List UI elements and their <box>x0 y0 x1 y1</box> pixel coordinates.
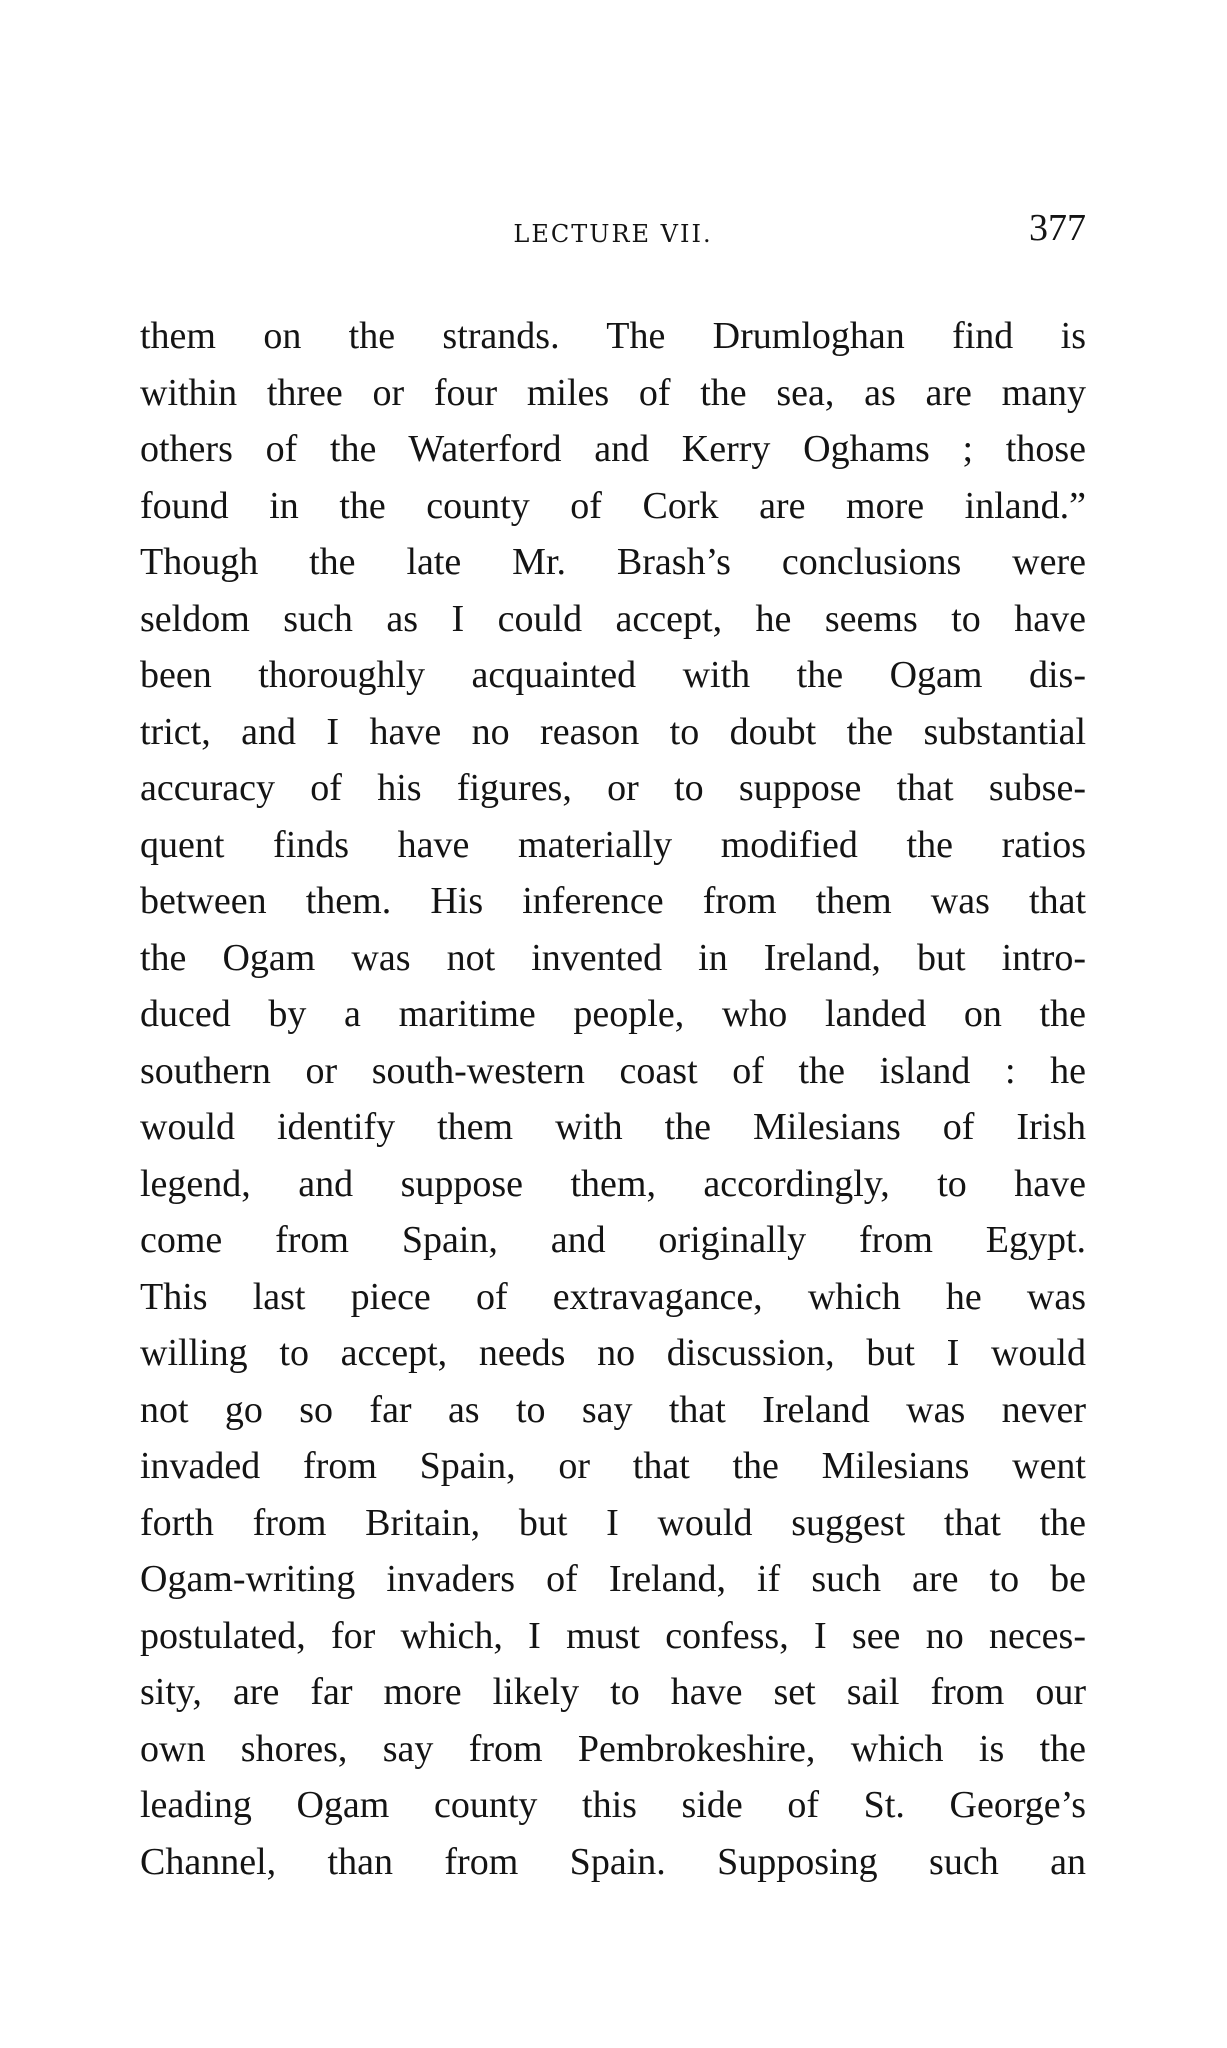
text-line: forth from Britain, but I would suggest that the <box>140 1501 1086 1544</box>
text-line: been thoroughly acquainted with the Ogam dis- <box>140 654 1086 696</box>
text-line: not go so far as to say that Ireland was never <box>140 1388 1086 1431</box>
text-line: own shores, say from Pembrokeshire, which is the <box>140 1727 1086 1770</box>
text-line: willing to accept, needs no discussion, but I would <box>140 1332 1086 1374</box>
body-text <box>140 308 1086 1890</box>
text-line: Though the late Mr. Brash’s conclusions were <box>140 541 1086 583</box>
text-line: trict, and I have no reason to doubt the substantial <box>140 710 1086 753</box>
text-line: found in the county of Cork are more inland.” <box>140 484 1086 527</box>
text-line: Channel, than from Spain. Supposing such an <box>140 1840 1086 1883</box>
text-line: This last piece of extravagance, which he was <box>140 1275 1086 1318</box>
text-line: them on the strands. The Drumloghan find is <box>140 315 1086 357</box>
page-header <box>140 206 1086 262</box>
text-line: postulated, for which, I must confess, I see no neces- <box>140 1614 1086 1657</box>
text-line: legend, and suppose them, accordingly, to have <box>140 1162 1086 1205</box>
text-line: between them. His inference from them was that <box>140 880 1086 922</box>
text-line: seldom such as I could accept, he seems to have <box>140 597 1086 640</box>
text-line: within three or four miles of the sea, as are many <box>140 371 1086 414</box>
text-line: the Ogam was not invented in Ireland, but intro- <box>140 936 1086 979</box>
text-line: quent finds have materially modified the ratios <box>140 823 1086 866</box>
text-line: duced by a maritime people, who landed on the <box>140 993 1086 1035</box>
text-line: Ogam-writing invaders of Ireland, if such are to be <box>140 1558 1086 1600</box>
text-line: sity, are far more likely to have set sail from our <box>140 1671 1086 1713</box>
text-line: would identify them with the Milesians of Irish <box>140 1106 1086 1148</box>
text-line: leading Ogam county this side of St. George’s <box>140 1784 1086 1826</box>
running-title: LECTURE VII. <box>513 220 713 248</box>
text-line: come from Spain, and originally from Egypt. <box>140 1219 1086 1261</box>
text-line: accuracy of his figures, or to suppose that subse- <box>140 767 1086 809</box>
text-line: invaded from Spain, or that the Milesians went <box>140 1445 1086 1487</box>
text-line: southern or south-western coast of the island : he <box>140 1049 1086 1092</box>
page-number: 377 <box>1029 207 1086 249</box>
text-line: others of the Waterford and Kerry Oghams ; those <box>140 428 1086 470</box>
